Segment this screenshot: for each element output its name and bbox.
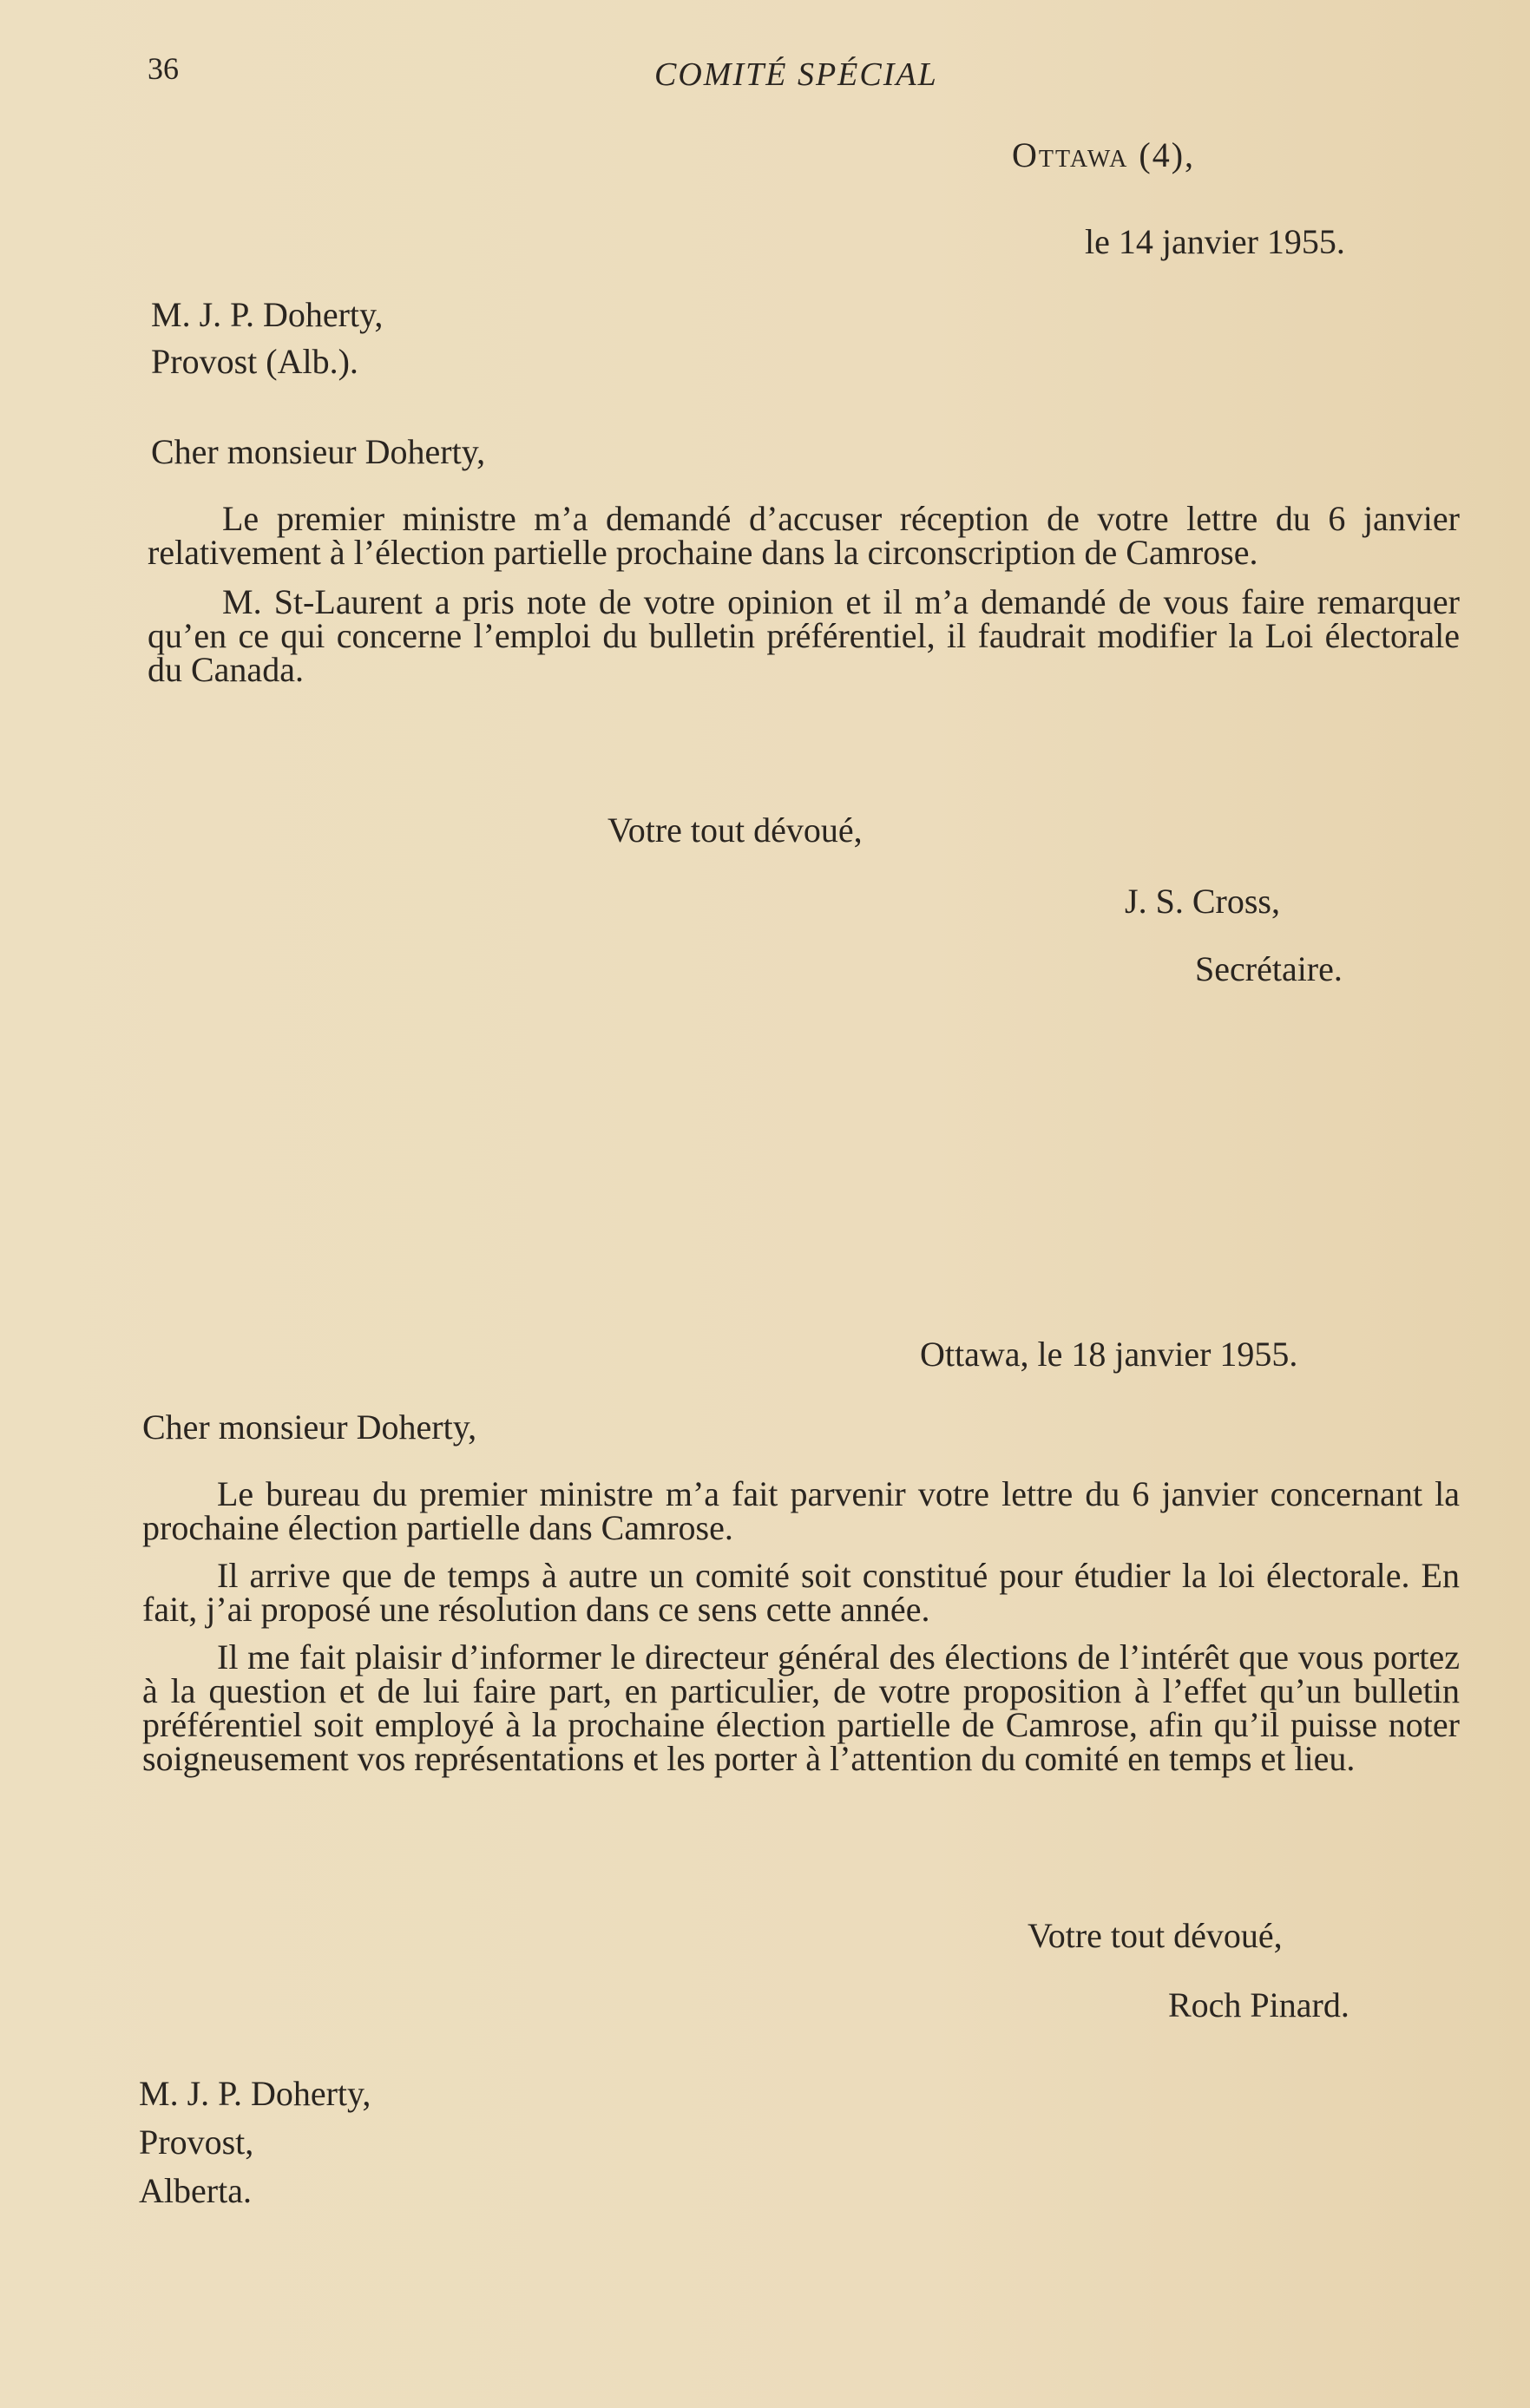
letter1-recipient-name: M. J. P. Doherty, <box>151 295 384 334</box>
letter1-signature-title: Secrétaire. <box>1195 949 1343 988</box>
letter1-paragraph: M. St-Laurent a pris note de votre opinion et il m’a demandé de vous faire remarquer qu’en ce qui concerne l’emploi du bulletin préférentiel, il faudrait modifier la Loi électorale du Canada. <box>148 582 1460 689</box>
running-title: COMITÉ SPÉCIAL <box>654 56 938 93</box>
letter2-closing: Votre tout dévoué, <box>1028 1916 1283 1955</box>
letter1-paragraph: Le premier ministre m’a demandé d’accuser réception de votre lettre du 6 janvier relativement à l’élection partielle prochaine dans la circonscription de Camrose. <box>148 499 1460 572</box>
letter2-paragraph: Il arrive que de temps à autre un comité soit constitué pour étudier la loi électorale. En fait, j’ai proposé une résolution dans ce sens cette année. <box>142 1556 1460 1629</box>
letter1-signature: J. S. Cross, <box>1125 882 1280 921</box>
letter1-closing: Votre tout dévoué, <box>607 810 863 850</box>
letter1-date: le 14 janvier 1955. <box>1085 222 1345 261</box>
letter2-paragraph: Il me fait plaisir d’informer le directeur général des élections de l’intérêt que vous portez à la question et de lui faire part, en particulier, de votre proposition à l’effet qu’un bulletin préférentiel soit employé à la prochaine élection partielle de Camrose, afin qu’il puisse noter soigneusement vos représentations et les porter à l’attention du comité en temps et lieu. <box>142 1637 1460 1778</box>
letter2-recipient-name: M. J. P. Doherty, <box>139 2074 371 2113</box>
letter1-body <box>148 499 1460 689</box>
letter1-recipient-place: Provost (Alb.). <box>151 342 358 381</box>
letter1-place: Ottawa (4), <box>1012 135 1196 174</box>
letter1-salutation: Cher monsieur Doherty, <box>151 432 486 471</box>
letter2-signature: Roch Pinard. <box>1168 1985 1349 2024</box>
letter2-date: Ottawa, le 18 janvier 1955. <box>920 1335 1298 1374</box>
letter2-body <box>142 1474 1460 1778</box>
letter2-salutation: Cher monsieur Doherty, <box>142 1407 477 1447</box>
letter2-recipient-province: Alberta. <box>139 2171 252 2210</box>
page-number: 36 <box>148 51 179 86</box>
letter2-paragraph: Le bureau du premier ministre m’a fait parvenir votre lettre du 6 janvier concernant la prochaine élection partielle dans Camrose. <box>142 1474 1460 1547</box>
letter2-recipient-city: Provost, <box>139 2123 254 2162</box>
